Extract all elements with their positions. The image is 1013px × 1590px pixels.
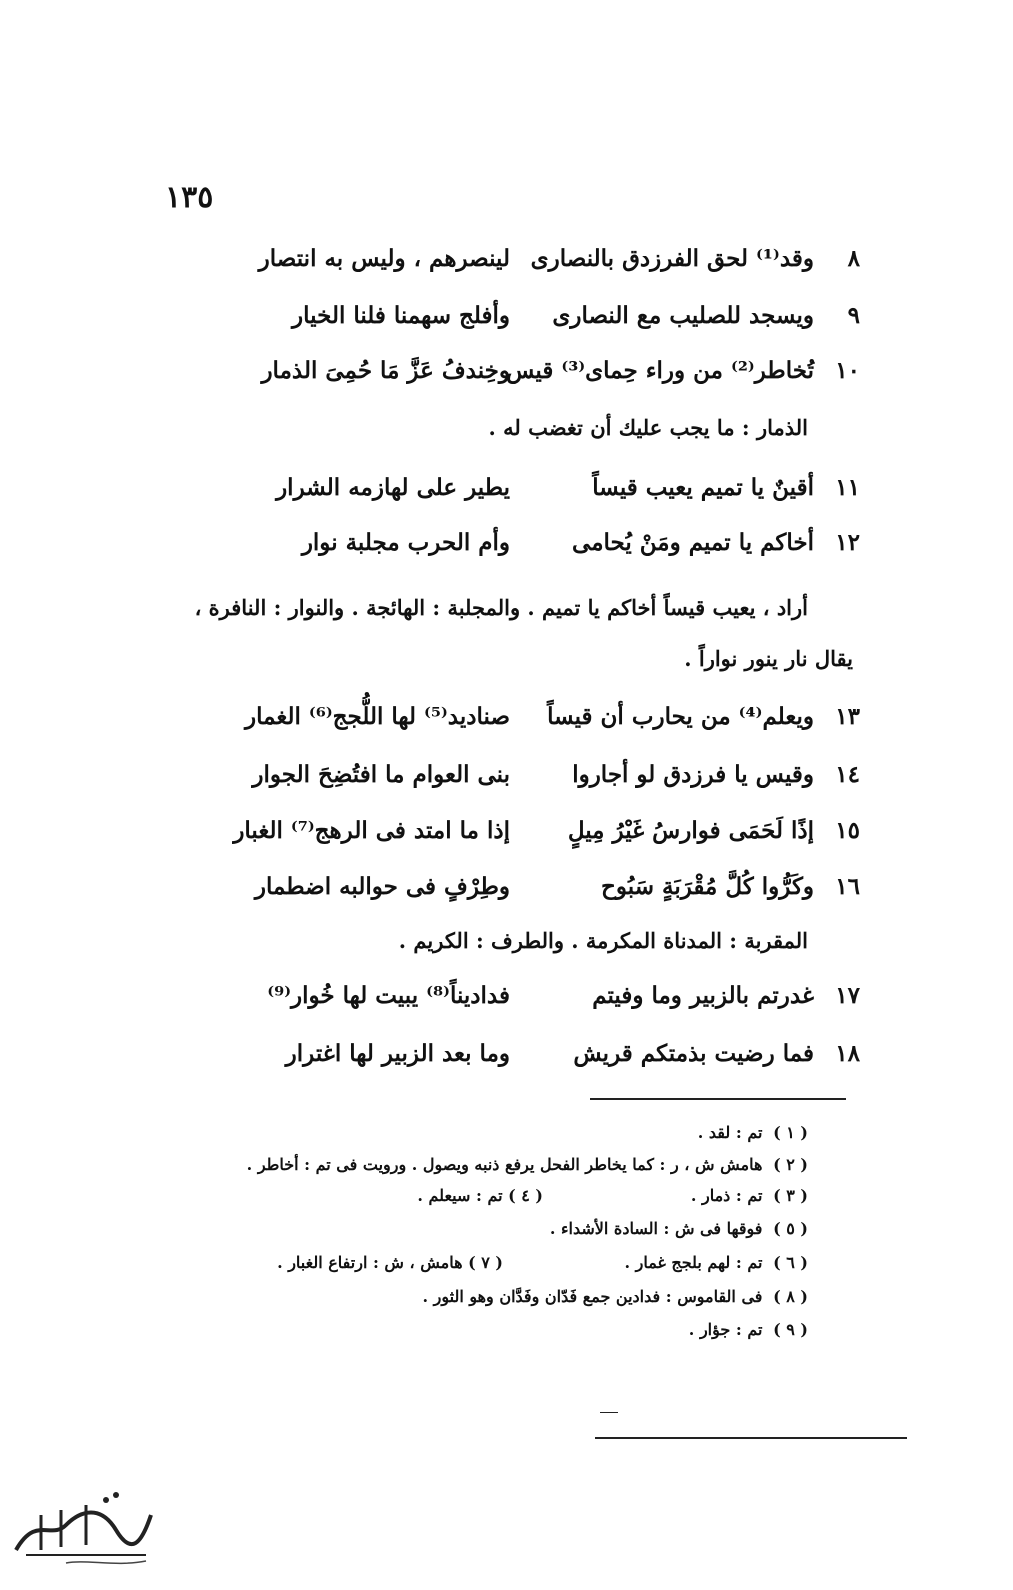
- verse-number: ١٦: [835, 873, 860, 900]
- verse-number: ١٨: [835, 1040, 860, 1067]
- verse-second-hemistich: إذا ما امتد فى الرهج⁽⁷⁾ الغبار: [233, 817, 510, 844]
- verse-number: ١٧: [835, 982, 860, 1009]
- verse-line: [200, 236, 860, 282]
- verse-second-hemistich: لينصرهم ، وليس به انتصار: [258, 245, 510, 272]
- footnote-text: تم : لقد .: [697, 1123, 763, 1142]
- verse-number: ١١: [835, 474, 860, 501]
- verse-first-hemistich: ويعلم⁽⁴⁾ من يحارب أن قيساً: [547, 703, 814, 730]
- verse-line: [200, 465, 860, 511]
- footnote-number: ( ٩ ): [773, 1320, 808, 1339]
- verse-line: [200, 694, 860, 740]
- footnote-text: تم : ذمار .: [690, 1186, 763, 1205]
- footnote-text: تم : لهم بلجج غمار .: [624, 1253, 763, 1272]
- verse-number: ١٢: [835, 529, 860, 556]
- footnote: [247, 1151, 808, 1179]
- verse-line: [200, 520, 860, 566]
- footnote: [422, 1283, 808, 1311]
- verse-number: ١٠: [835, 357, 860, 384]
- footnote: [698, 1119, 808, 1147]
- footnote: [689, 1316, 808, 1344]
- footnote-text: تم : جؤار .: [688, 1320, 763, 1339]
- verse-line: [200, 293, 860, 339]
- verse-number: ١٣: [835, 703, 860, 730]
- verse-line: [200, 1031, 860, 1077]
- footnote-number: ( ١ ): [773, 1123, 808, 1142]
- verse-line: [200, 752, 860, 798]
- footnote-number: ( ٨ ): [773, 1287, 808, 1306]
- page-number: ١٣٥: [165, 180, 214, 215]
- footnote-number: ( ٣ ): [773, 1186, 808, 1205]
- verse-first-hemistich: فما رضيت بذمتكم قريش: [573, 1040, 814, 1067]
- verse-second-hemistich: وما بعد الزبير لها اغترار: [285, 1040, 510, 1067]
- bottom-rule: [595, 1437, 907, 1439]
- verse-first-hemistich: إذًا لَحَمَى فوارسُ غَيْرُ مِيلٍ: [567, 817, 814, 844]
- footnote-number: ( ٢ ): [773, 1155, 808, 1174]
- footnote: [624, 1249, 808, 1277]
- small-dash: [600, 1412, 618, 1413]
- verse-second-hemistich: صناديد⁽⁵⁾ لها اللُّجج⁽⁶⁾ الغمار: [244, 703, 510, 730]
- verse-line: [200, 864, 860, 910]
- verse-number: ٨: [847, 245, 860, 272]
- verse-number: ٩: [847, 302, 860, 329]
- footnote-text: هامش ش ، ر : كما يخاطر الفحل يرفع ذنبه ويصول . ورويت فى تم : أخاطر .: [246, 1155, 763, 1174]
- footnote-text: فى القاموس : فدادين جمع فَدّان وفَدَّان وهو الثور .: [422, 1287, 763, 1306]
- footnote-separator: [590, 1098, 846, 1100]
- gloss-line: الذمار : ما يجب عليك أن تغضب له .: [488, 415, 808, 440]
- verse-line: [200, 348, 860, 394]
- verse-second-hemistich: وخِندفُ عَزَّ مَا حُمِىَ الذمار: [261, 357, 510, 384]
- footnote-inline: ( ٧ ) هامش ، ش : ارتفاع الغبار .: [277, 1253, 503, 1272]
- verse-number: ١٥: [835, 817, 860, 844]
- gloss-line: يقال نار ينور نواراً .: [684, 646, 853, 671]
- gloss-line: المقربة : المدناة المكرمة . والطرف : الكريم .: [398, 928, 808, 953]
- gloss-line: أراد ، يعيب قيساً أخاكم يا تميم . والمجلبة : الهائجة . والنوار : النافرة ،: [194, 595, 808, 620]
- verse-first-hemistich: وقد⁽¹⁾ لحق الفرزدق بالنصارى: [530, 245, 814, 272]
- verse-first-hemistich: ويسجد للصليب مع النصارى: [552, 302, 814, 329]
- verse-first-hemistich: وقيس يا فرزدق لو أجاروا: [572, 761, 814, 788]
- verse-second-hemistich: وأم الحرب مجلبة نوار: [301, 529, 510, 556]
- verse-first-hemistich: أخاكم يا تميم ومَنْ يُحامى: [572, 529, 814, 556]
- footnote-number: ( ٥ ): [773, 1219, 808, 1238]
- footnote: [550, 1215, 808, 1243]
- verse-second-hemistich: بنى العوام ما افتُضِحَ الجوار: [252, 761, 510, 788]
- verse-line: [200, 808, 860, 854]
- verse-first-hemistich: أقينٌ يا تميم يعيب قيساً: [592, 474, 814, 501]
- verse-number: ١٤: [835, 761, 860, 788]
- footnote-inline: ( ٤ ) تم : سيعلم .: [417, 1186, 543, 1205]
- footnote-number: ( ٦ ): [773, 1253, 808, 1272]
- verse-first-hemistich: وكَرُّوا كُلَّ مُقْرَبَةٍ سَبُوح: [601, 873, 814, 900]
- footnote: [691, 1182, 808, 1210]
- verse-second-hemistich: وطِرْفٍ فى حوالبه اضطمار: [254, 873, 510, 900]
- verse-first-hemistich: غدرتم بالزبير وما وفيتم: [592, 982, 814, 1009]
- verse-second-hemistich: يطير على لهازمه الشرار: [276, 474, 510, 501]
- verse-second-hemistich: فداديناً⁽⁸⁾ يبيت لها خُوار⁽⁹⁾: [267, 982, 510, 1009]
- verse-second-hemistich: وأفلج سهمنا فلنا الخيار: [292, 302, 510, 329]
- footnote-text: فوقها فى ش : السادة الأشداء .: [549, 1219, 763, 1238]
- verse-line: [200, 973, 860, 1019]
- verse-first-hemistich: تُخاطر⁽²⁾ من وراء حِماى⁽³⁾ قيس: [506, 357, 814, 384]
- library-stamp-logo: [6, 1455, 156, 1575]
